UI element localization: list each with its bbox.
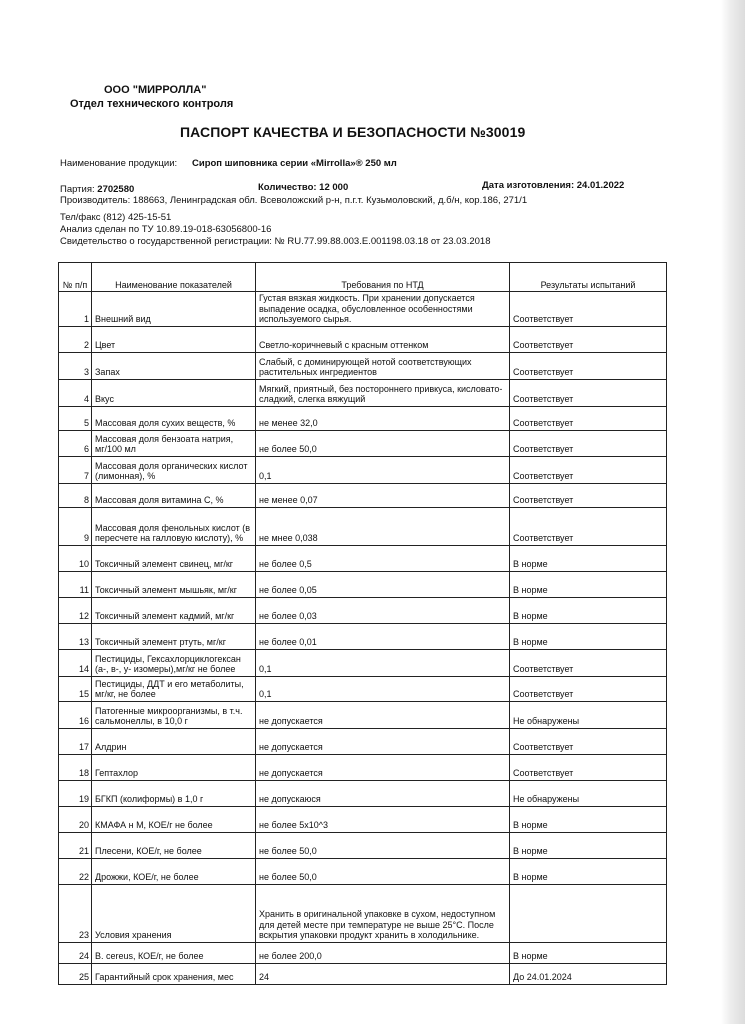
row-result	[510, 884, 667, 942]
row-number: 25	[59, 963, 92, 984]
row-result: Соответствует	[510, 406, 667, 430]
row-indicator-name: Плесени, КОЕ/г, не более	[92, 832, 256, 858]
product-value: Сироп шиповника серии «Mirrolla»® 250 мл	[192, 158, 397, 169]
row-number: 9	[59, 507, 92, 545]
row-indicator-name: Пестициды, Гексахлорциклогексан (а-, в-, у- изомеры),мг/кг не более	[92, 649, 256, 676]
row-indicator-name: Дрожжи, КОЕ/г, не более	[92, 858, 256, 884]
row-result: Соответствует	[510, 292, 667, 327]
row-number: 1	[59, 292, 92, 327]
row-requirement: Слабый, с доминирующей нотой соответствующих растительных ингредиентов	[256, 352, 510, 379]
col-header-number: № п/п	[59, 263, 92, 292]
table-row	[59, 292, 667, 327]
row-result: В норме	[510, 942, 667, 963]
manufacture-date-label: Дата изготовления:	[482, 180, 575, 191]
row-result: Не обнаружены	[510, 780, 667, 806]
row-number: 7	[59, 456, 92, 483]
table-row	[59, 649, 667, 676]
row-requirement: Светло-коричневый с красным оттенком	[256, 326, 510, 352]
document-title: ПАСПОРТ КАЧЕСТВА И БЕЗОПАСНОСТИ №30019	[180, 124, 526, 140]
row-number: 4	[59, 379, 92, 406]
department-name: Отдел технического контроля	[70, 98, 234, 110]
row-indicator-name: Массовая доля фенольных кислот (в пересчете на галловую кислоту), %	[92, 507, 256, 545]
row-result: Соответствует	[510, 754, 667, 780]
row-requirement: Мягкий, приятный, без постороннего привкуса, кисловато-сладкий, слегка вяжущий	[256, 379, 510, 406]
row-indicator-name: Алдрин	[92, 728, 256, 754]
row-number: 16	[59, 701, 92, 728]
product-line	[60, 158, 397, 169]
row-requirement: Густая вязкая жидкость. При хранении допускается выпадение осадка, обусловленное особенностями используемого сырья.	[256, 292, 510, 327]
row-number: 23	[59, 884, 92, 942]
row-indicator-name: Запах	[92, 352, 256, 379]
row-requirement: 0,1	[256, 676, 510, 701]
table-row	[59, 884, 667, 942]
row-requirement: не более 5х10^3	[256, 806, 510, 832]
table-row	[59, 623, 667, 649]
row-requirement: не более 50,0	[256, 832, 510, 858]
row-number: 11	[59, 571, 92, 597]
row-result: Соответствует	[510, 507, 667, 545]
quality-table	[58, 262, 667, 985]
quantity-line	[258, 182, 348, 193]
row-indicator-name: Массовая доля сухих веществ, %	[92, 406, 256, 430]
row-indicator-name: БГКП (колиформы) в 1,0 г	[92, 780, 256, 806]
row-result: В норме	[510, 832, 667, 858]
organization-name: ООО "МИРРОЛЛА"	[104, 84, 207, 96]
row-indicator-name: Массовая доля органических кислот (лимонная), %	[92, 456, 256, 483]
table-row	[59, 545, 667, 571]
row-number: 21	[59, 832, 92, 858]
table-row	[59, 597, 667, 623]
row-indicator-name: Гарантийный срок хранения, мес	[92, 963, 256, 984]
batch-label: Партия:	[60, 184, 95, 195]
producer-address: Производитель: 188663, Ленинградская обл. Всеволожский р-н, п.г.т. Кузьмоловский, д.б/н, кор.186, 271/1	[60, 195, 528, 206]
row-requirement: не более 0,01	[256, 623, 510, 649]
row-requirement: не мнее 0,038	[256, 507, 510, 545]
row-indicator-name: Токсичный элемент свинец, мг/кг	[92, 545, 256, 571]
row-requirement: 0,1	[256, 649, 510, 676]
batch-line	[60, 184, 134, 195]
table-row	[59, 806, 667, 832]
row-requirement: не допускается	[256, 754, 510, 780]
row-indicator-name: Пестициды, ДДТ и его метаболиты, мг/кг, не более	[92, 676, 256, 701]
table-body	[59, 292, 667, 985]
table-row	[59, 754, 667, 780]
row-indicator-name: Условия хранения	[92, 884, 256, 942]
row-result: В норме	[510, 597, 667, 623]
row-result: В норме	[510, 623, 667, 649]
table-row	[59, 406, 667, 430]
row-result: Соответствует	[510, 728, 667, 754]
table-row	[59, 832, 667, 858]
table-row	[59, 571, 667, 597]
row-requirement: не более 0,5	[256, 545, 510, 571]
row-requirement: не менее 32,0	[256, 406, 510, 430]
row-number: 17	[59, 728, 92, 754]
row-number: 6	[59, 430, 92, 456]
row-number: 24	[59, 942, 92, 963]
table-row	[59, 352, 667, 379]
row-requirement: не допускается	[256, 728, 510, 754]
product-label: Наименование продукции:	[60, 158, 178, 169]
row-number: 13	[59, 623, 92, 649]
registration-certificate: Свидетельство о государственной регистрации: № RU.77.99.88.003.Е.001198.03.18 от 23.03.2018	[60, 236, 491, 247]
row-number: 22	[59, 858, 92, 884]
table-row	[59, 728, 667, 754]
row-result: В норме	[510, 858, 667, 884]
table-row	[59, 676, 667, 701]
scan-edge-shadow	[721, 0, 745, 1024]
row-number: 8	[59, 483, 92, 507]
row-result: Соответствует	[510, 430, 667, 456]
batch-value: 2702580	[97, 184, 135, 195]
row-requirement: не менее 0,07	[256, 483, 510, 507]
row-result: До 24.01.2024	[510, 963, 667, 984]
row-indicator-name: Внешний вид	[92, 292, 256, 327]
row-number: 2	[59, 326, 92, 352]
row-requirement: не допускаюся	[256, 780, 510, 806]
row-number: 19	[59, 780, 92, 806]
row-number: 20	[59, 806, 92, 832]
row-requirement: не более 200,0	[256, 942, 510, 963]
row-requirement: Хранить в оригинальной упаковке в сухом, недоступном для детей месте при температуре не выше 25°С. После вскрытия упаковки продукт хранить в холодильнике.	[256, 884, 510, 942]
table-row	[59, 858, 667, 884]
row-indicator-name: Токсичный элемент кадмий, мг/кг	[92, 597, 256, 623]
row-result: Соответствует	[510, 676, 667, 701]
row-requirement: не допускается	[256, 701, 510, 728]
analysis-standard: Анализ сделан по ТУ 10.89.19-018-63056800-16	[60, 224, 272, 235]
row-requirement: 0,1	[256, 456, 510, 483]
row-requirement: 24	[256, 963, 510, 984]
table-header-row	[59, 263, 667, 292]
row-number: 3	[59, 352, 92, 379]
row-indicator-name: Патогенные микроорганизмы, в т.ч. сальмонеллы, в 10,0 г	[92, 701, 256, 728]
row-result: Соответствует	[510, 326, 667, 352]
row-requirement: не более 0,05	[256, 571, 510, 597]
row-result: В норме	[510, 571, 667, 597]
row-indicator-name: Массовая доля витамина С, %	[92, 483, 256, 507]
col-header-results: Результаты испытаний	[510, 263, 667, 292]
row-number: 12	[59, 597, 92, 623]
row-indicator-name: Токсичный элемент мышьяк, мг/кг	[92, 571, 256, 597]
table-row	[59, 780, 667, 806]
table-row	[59, 507, 667, 545]
phone-fax: Тел/факс (812) 425-15-51	[60, 212, 172, 223]
row-number: 14	[59, 649, 92, 676]
row-number: 10	[59, 545, 92, 571]
manufacture-date-value: 24.01.2022	[576, 180, 625, 191]
row-requirement: не более 50,0	[256, 430, 510, 456]
row-result: Соответствует	[510, 649, 667, 676]
table-row	[59, 942, 667, 963]
table-row	[59, 379, 667, 406]
row-indicator-name: Цвет	[92, 326, 256, 352]
quantity-value: 12 000	[319, 182, 349, 193]
row-result: В норме	[510, 545, 667, 571]
row-requirement: не более 0,03	[256, 597, 510, 623]
row-indicator-name: Токсичный элемент ртуть, мг/кг	[92, 623, 256, 649]
row-indicator-name: Гептахлор	[92, 754, 256, 780]
col-header-requirements: Требования по НТД	[256, 263, 510, 292]
table-row	[59, 430, 667, 456]
table-row	[59, 963, 667, 984]
row-number: 5	[59, 406, 92, 430]
quantity-label: Количество:	[258, 182, 317, 193]
row-indicator-name: КМАФА н М, КОЕ/г не более	[92, 806, 256, 832]
row-indicator-name: Массовая доля бензоата натрия, мг/100 мл	[92, 430, 256, 456]
table-row	[59, 483, 667, 507]
row-result: Соответствует	[510, 456, 667, 483]
row-result: Не обнаружены	[510, 701, 667, 728]
row-result: Соответствует	[510, 483, 667, 507]
row-number: 18	[59, 754, 92, 780]
manufacture-date-line	[482, 180, 624, 191]
row-requirement: не более 50,0	[256, 858, 510, 884]
row-result: В норме	[510, 806, 667, 832]
row-number: 15	[59, 676, 92, 701]
table-row	[59, 456, 667, 483]
row-indicator-name: B. cereus, КОЕ/г, не более	[92, 942, 256, 963]
table-row	[59, 701, 667, 728]
table-row	[59, 326, 667, 352]
row-result: Соответствует	[510, 352, 667, 379]
col-header-indicator: Наименование показателей	[92, 263, 256, 292]
row-indicator-name: Вкус	[92, 379, 256, 406]
row-result: Соответствует	[510, 379, 667, 406]
